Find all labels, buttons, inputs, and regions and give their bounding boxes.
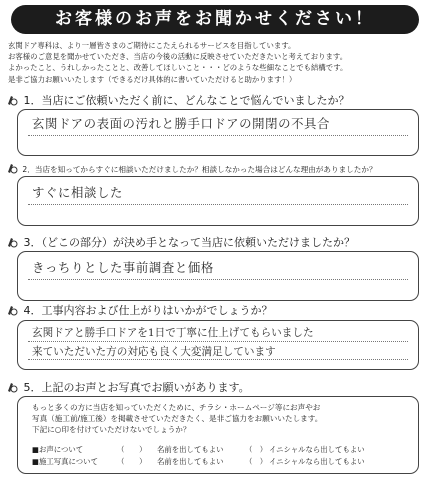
publish-consent-box xyxy=(17,396,419,474)
question-5-label: 5．上記のお声とお写真でお願いがあります。 xyxy=(23,381,250,394)
consent-checkbox[interactable]: （ ） xyxy=(116,457,147,466)
question-3 xyxy=(6,236,426,250)
consent-row-label: お声について xyxy=(38,445,84,454)
answer-box-4 xyxy=(17,320,419,370)
consent-checkbox[interactable]: （ ） xyxy=(116,445,147,454)
option-initial-ok: イニシャルなら出してもよい xyxy=(268,445,365,454)
consent-checkbox[interactable]: （ ） xyxy=(244,457,268,466)
page-title: お客様のお声をお聞かせください！ xyxy=(11,5,419,34)
pen-hand-icon xyxy=(6,381,18,393)
intro-text xyxy=(8,40,424,85)
option-name-ok: 名前を出してもよい xyxy=(156,457,224,466)
consent-line: 下記に○印を付けていただけないでしょうか？ xyxy=(32,425,191,434)
consent-row-photo xyxy=(32,456,365,467)
intro-line: お客様のご意見を聞かせていただき、当店の今後の活動に反映させていただきたいと考えております。 xyxy=(8,52,348,62)
consent-checkbox[interactable]: （ ） xyxy=(244,445,268,454)
question-4-label: 4．工事内容および仕上がりはいかがでしょうか？ xyxy=(23,304,273,317)
question-5 xyxy=(6,381,426,395)
answer-box-3 xyxy=(17,251,419,301)
consent-line: もっと多くの方に当店を知っていただくために、チラシ・ホームページ等にお声やお xyxy=(32,403,321,412)
question-2 xyxy=(6,162,426,176)
intro-line: よかったこと、うれしかったことと、改善してほしいこと・・・どのような些細なことでも結構です。 xyxy=(8,63,348,73)
answer-4-line-2: 来ていただいた方の対応も良く大変満足しています xyxy=(32,346,276,358)
question-4 xyxy=(6,304,426,318)
question-1-label: 1．当店にご依頼いただく前に、どんなことで悩んでいましたか？ xyxy=(23,94,350,107)
consent-row-voice xyxy=(32,444,365,455)
answer-box-2 xyxy=(17,176,419,226)
bullet: ■ xyxy=(32,457,39,466)
answer-3-text: きっちりとした事前調査と価格 xyxy=(32,260,214,275)
pen-hand-icon xyxy=(6,94,18,106)
pen-hand-icon xyxy=(6,304,18,316)
pen-hand-icon xyxy=(6,162,18,174)
option-name-ok: 名前を出してもよい xyxy=(156,445,224,454)
bullet: ■ xyxy=(32,445,39,454)
consent-row-label: 施工写真について xyxy=(38,457,98,466)
option-initial-ok: イニシャルなら出してもよい xyxy=(268,457,365,466)
question-1 xyxy=(6,94,426,108)
intro-line: 玄関ドア専科は、より一層皆さまのご期待にこたえられるサービスを目指しています。 xyxy=(8,41,296,50)
question-3-label: 3．（どこの部分）が決め手となって当店に依頼いただけましたか？ xyxy=(23,236,355,249)
question-2-label: 2．当店を知ってからすぐに相談いただけましたか？相談しなかった場合はどんな理由がありましたか？ xyxy=(22,165,377,174)
consent-line: 写真（施工前/施工後）を掲載させていただきたく、是非ご協力をお願いいたします。 xyxy=(32,414,323,423)
answer-2-text: すぐに相談した xyxy=(32,185,123,200)
answer-1-text: 玄関ドアの表面の汚れと勝手口ドアの開閉の不具合 xyxy=(32,116,331,131)
answer-box-1 xyxy=(17,109,419,156)
answer-4-line-1: 玄関ドアと勝手口ドアを1日で丁寧に仕上げてもらいました xyxy=(32,327,314,339)
intro-line: 是非ご協力お願いいたします（できるだけ具体的に書いていただけると助かります！） xyxy=(8,74,297,84)
pen-hand-icon xyxy=(6,236,18,248)
